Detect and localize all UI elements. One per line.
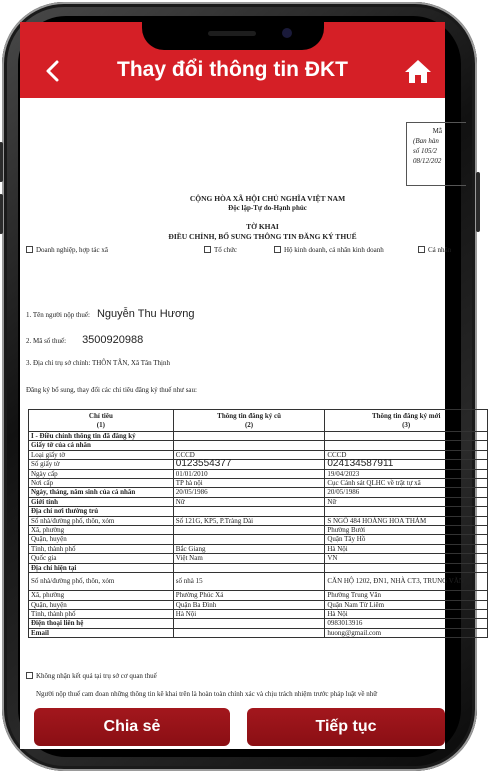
tax-form-document[interactable] — [20, 98, 464, 749]
old-value: Việt Nam — [173, 554, 325, 563]
table-row — [29, 535, 488, 544]
column-header: Thông tin đăng ký cũ (2) — [173, 410, 325, 432]
changes-table — [28, 409, 488, 638]
table-row — [29, 526, 488, 535]
new-value: Hà Nội — [325, 544, 488, 553]
column-header: Chỉ tiêu (1) — [29, 410, 174, 432]
new-value: Quận Tây Hồ — [325, 535, 488, 544]
old-value — [173, 535, 325, 544]
table-row — [29, 450, 488, 459]
table-row — [29, 628, 488, 637]
home-icon[interactable] — [403, 56, 433, 86]
new-value: 19/04/2023 — [325, 469, 488, 478]
new-value — [325, 507, 488, 516]
new-value: Phường Trung Văn — [325, 591, 488, 600]
checkbox-label: Cá nhân — [428, 246, 452, 254]
checkbox-label: Doanh nghiệp, hợp tác xã — [36, 246, 108, 254]
table-row — [29, 479, 488, 488]
new-value: Nữ — [325, 497, 488, 506]
receive-option-label: Không nhận kết quả tại trụ sở cơ quan thuế — [36, 672, 157, 680]
form-subtitle: ĐIỀU CHỈNH, BỔ SUNG THÔNG TIN ĐĂNG KÝ THUẾ — [168, 232, 357, 241]
table-row — [29, 544, 488, 553]
field-label: 1. Tên người nộp thuế: — [26, 311, 90, 319]
field-label: 2. Mã số thuế: — [26, 337, 67, 345]
new-value: Hà Nội — [325, 609, 488, 618]
new-value: Quận Nam Từ Liêm — [325, 600, 488, 609]
old-value — [173, 526, 325, 535]
row-label: Email — [29, 628, 174, 637]
nation-title: CỘNG HÒA XÃ HỘI CHỦ NGHĨA VIỆT NAM — [189, 194, 346, 203]
receive-option[interactable] — [26, 672, 157, 680]
old-value — [173, 432, 325, 441]
checkbox-household[interactable] — [274, 246, 384, 254]
row-label: Giới tính — [29, 497, 174, 506]
old-value: CCCD — [173, 450, 325, 459]
share-button[interactable]: Chia sẻ — [34, 708, 230, 746]
old-value — [173, 507, 325, 516]
old-value — [173, 441, 325, 450]
row-label: I - Điều chỉnh thông tin đã đăng ký — [29, 432, 174, 441]
footer-actions — [20, 702, 445, 749]
notch — [142, 22, 324, 50]
row-label: Địa chỉ hiện tại — [29, 563, 174, 572]
volume-button — [0, 142, 3, 182]
table-row — [29, 554, 488, 563]
form-code: Mẫ — [432, 127, 442, 135]
table-header-row — [29, 410, 488, 432]
checkbox-individual[interactable] — [418, 246, 451, 254]
continue-button[interactable]: Tiếp tục — [247, 708, 445, 746]
table-row — [29, 432, 488, 441]
checkbox-business[interactable] — [26, 246, 108, 254]
taxpayer-name-value: Nguyễn Thu Hương — [96, 308, 195, 320]
new-value: 024134587911 — [325, 460, 488, 469]
table-row — [29, 488, 488, 497]
checkbox-label: Tổ chức — [214, 246, 238, 254]
form-note-line: 08/12/202 — [413, 157, 442, 165]
old-value: Nữ — [173, 497, 325, 506]
table-row — [29, 469, 488, 478]
form-note-line: số 105/2 — [413, 147, 437, 155]
row-label: Quốc gia — [29, 554, 174, 563]
row-label: Địa chỉ nơi thường trú — [29, 507, 174, 516]
new-value: VN — [325, 554, 488, 563]
table-row — [29, 497, 488, 506]
new-value — [325, 563, 488, 572]
motto: Độc lập-Tự do-Hạnh phúc — [228, 204, 307, 212]
old-value — [173, 619, 325, 628]
checkbox-label: Hộ kinh doanh, cá nhân kinh doanh — [284, 246, 384, 254]
page-title: Thay đổi thông tin ĐKT — [117, 58, 348, 81]
new-value — [325, 432, 488, 441]
intro-text: Đăng ký bổ sung, thay đổi các chỉ tiêu đăng ký thuế như sau: — [26, 386, 197, 394]
form-number-box — [406, 122, 466, 186]
row-label: Quận, huyện — [29, 600, 174, 609]
row-label: Ngày, tháng, năm sinh của cá nhân — [29, 488, 174, 497]
table-row — [29, 460, 488, 469]
old-value: 0123554377 — [173, 460, 325, 469]
new-value: CCCD — [325, 450, 488, 459]
row-label: Tỉnh, thành phố — [29, 544, 174, 553]
table-row — [29, 563, 488, 572]
row-label: Số giấy tờ — [29, 460, 174, 469]
new-value: huong@gmail.com — [325, 628, 488, 637]
table-row — [29, 507, 488, 516]
checkbox-organization[interactable] — [204, 246, 237, 254]
old-value — [173, 628, 325, 637]
commitment-text: Người nộp thuế cam đoan những thông tin kê khai trên là hoàn toàn chính xác và chịu trách nhiệm trước pháp luật về nhữ — [36, 690, 377, 698]
row-label: Xã, phường — [29, 591, 174, 600]
field-taxpayer-name — [26, 304, 195, 322]
column-header: Thông tin đăng ký mới (3) — [325, 410, 488, 432]
table-row — [29, 516, 488, 525]
table-row — [29, 441, 488, 450]
table-row — [29, 619, 488, 628]
row-label: Ngày cấp — [29, 469, 174, 478]
speaker — [208, 31, 256, 36]
camera-icon — [282, 28, 292, 38]
new-value — [325, 441, 488, 450]
app-screen — [20, 22, 464, 749]
table-row — [29, 591, 488, 600]
new-value: 0983013916 — [325, 619, 488, 628]
new-value: 20/05/1986 — [325, 488, 488, 497]
old-value: Phường Phúc Xá — [173, 591, 325, 600]
row-label: Xã, phường — [29, 526, 174, 535]
old-value: số nhà 15 — [173, 573, 325, 591]
row-label: Nơi cấp — [29, 479, 174, 488]
volume-button — [0, 194, 3, 234]
table-row — [29, 609, 488, 618]
field-tax-code — [26, 330, 143, 348]
power-button — [476, 172, 480, 232]
form-title: TỜ KHAI — [246, 222, 279, 231]
old-value: Bắc Giang — [173, 544, 325, 553]
table-row — [29, 573, 488, 591]
row-label: Giấy tờ của cá nhân — [29, 441, 174, 450]
form-note-line: (Ban hàn — [413, 137, 439, 145]
row-label: Tỉnh, thành phố — [29, 609, 174, 618]
row-label: Loại giấy tờ — [29, 450, 174, 459]
new-value: S NGÕ 484 HOÀNG HOA THÁM — [325, 516, 488, 525]
old-value: Hà Nội — [173, 609, 325, 618]
new-value: CĂN HỘ 1202, ĐN1, NHÀ CT3, TRUNG VĂN — [325, 573, 488, 591]
old-value: Quận Ba Đình — [173, 600, 325, 609]
row-label: Điện thoại liên hệ — [29, 619, 174, 628]
table-row — [29, 600, 488, 609]
old-value: TP hà nội — [173, 479, 325, 488]
old-value: Số 121G, KP5, P.Tràng Dài — [173, 516, 325, 525]
row-label: Số nhà/đường phố, thôn, xóm — [29, 573, 174, 591]
new-value: Phường Bưởi — [325, 526, 488, 535]
field-address: 3. Địa chỉ trụ sở chính: THÔN TÂN, Xã Tân Thịnh — [26, 359, 170, 367]
old-value: 01/01/2010 — [173, 469, 325, 478]
new-value: Cục Cảnh sát QLHC về trật tự xã — [325, 479, 488, 488]
row-label: Số nhà/đường phố, thôn, xóm — [29, 516, 174, 525]
row-label: Quận, huyện — [29, 535, 174, 544]
old-value: 20/05/1986 — [173, 488, 325, 497]
tax-code-value: 3500920988 — [82, 334, 144, 346]
old-value — [173, 563, 325, 572]
